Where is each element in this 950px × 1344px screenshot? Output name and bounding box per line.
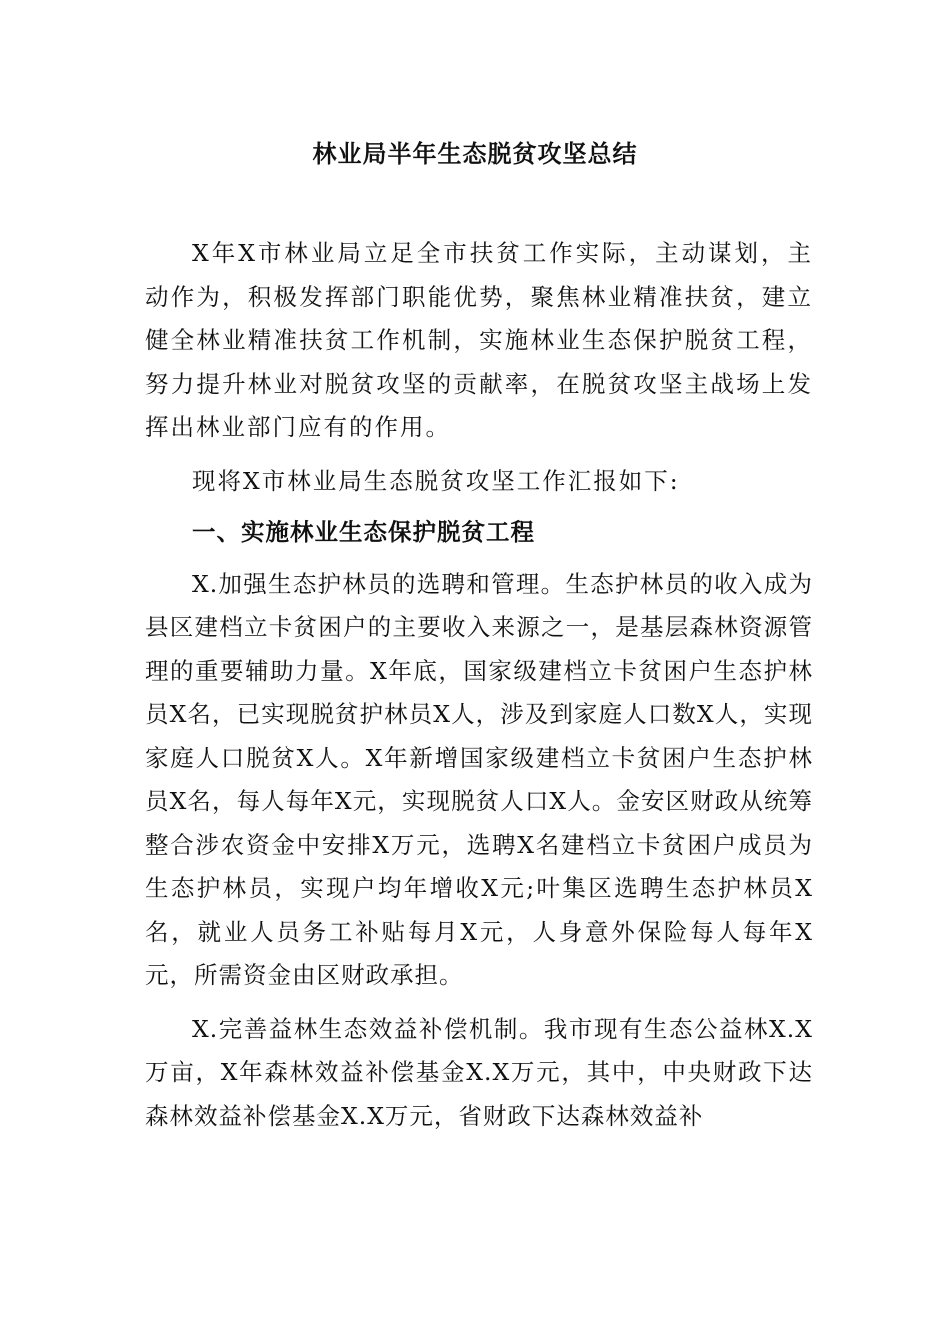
section-1-paragraph-1: X.加强生态护林员的选聘和管理。生态护林员的收入成为县区建档立卡贫困户的主要收入来源之一，是基层森林资源管理的重要辅助力量。X年底，国家级建档立卡贫困户生态护林员X名，已实现脱贫护林员X人，涉及到家庭人口数X人，实现家庭人口脱贫X人。X年新增国家级建档立卡贫困户生态护林员X名，每人每年X元，实现脱贫人口X人。金安区财政从统筹整合涉农资金中安排X万元，选聘X名建档立卡贫困户成员为生态护林员，实现户均年增收X元;叶集区选聘生态护林员X名，就业人员务工补贴每月X元，人身意外保险每人每年X元，所需资金由区财政承担。	[145, 569, 813, 989]
intro-paragraph: X年X市林业局立足全市扶贫工作实际，主动谋划，主动作为，积极发挥部门职能优势，聚焦林业精准扶贫，建立健全林业精准扶贫工作机制，实施林业生态保护脱贫工程，努力提升林业对脱贫攻坚的贡献率，在脱贫攻坚主战场上发挥出林业部门应有的作用。	[145, 239, 813, 441]
section-1-paragraph-2: X.完善益林生态效益补偿机制。我市现有生态公益林X.X万亩，X年森林效益补偿基金X.X万元，其中，中央财政下达森林效益补偿基金X.X万元，省财政下达森林效益补	[145, 1014, 813, 1130]
section-1-heading: 一、实施林业生态保护脱贫工程	[192, 518, 535, 546]
document-title: 林业局半年生态脱贫攻坚总结	[312, 140, 638, 168]
report-intro-paragraph: 现将X市林业局生态脱贫攻坚工作汇报如下:	[192, 466, 680, 495]
document-body	[145, 232, 813, 1138]
